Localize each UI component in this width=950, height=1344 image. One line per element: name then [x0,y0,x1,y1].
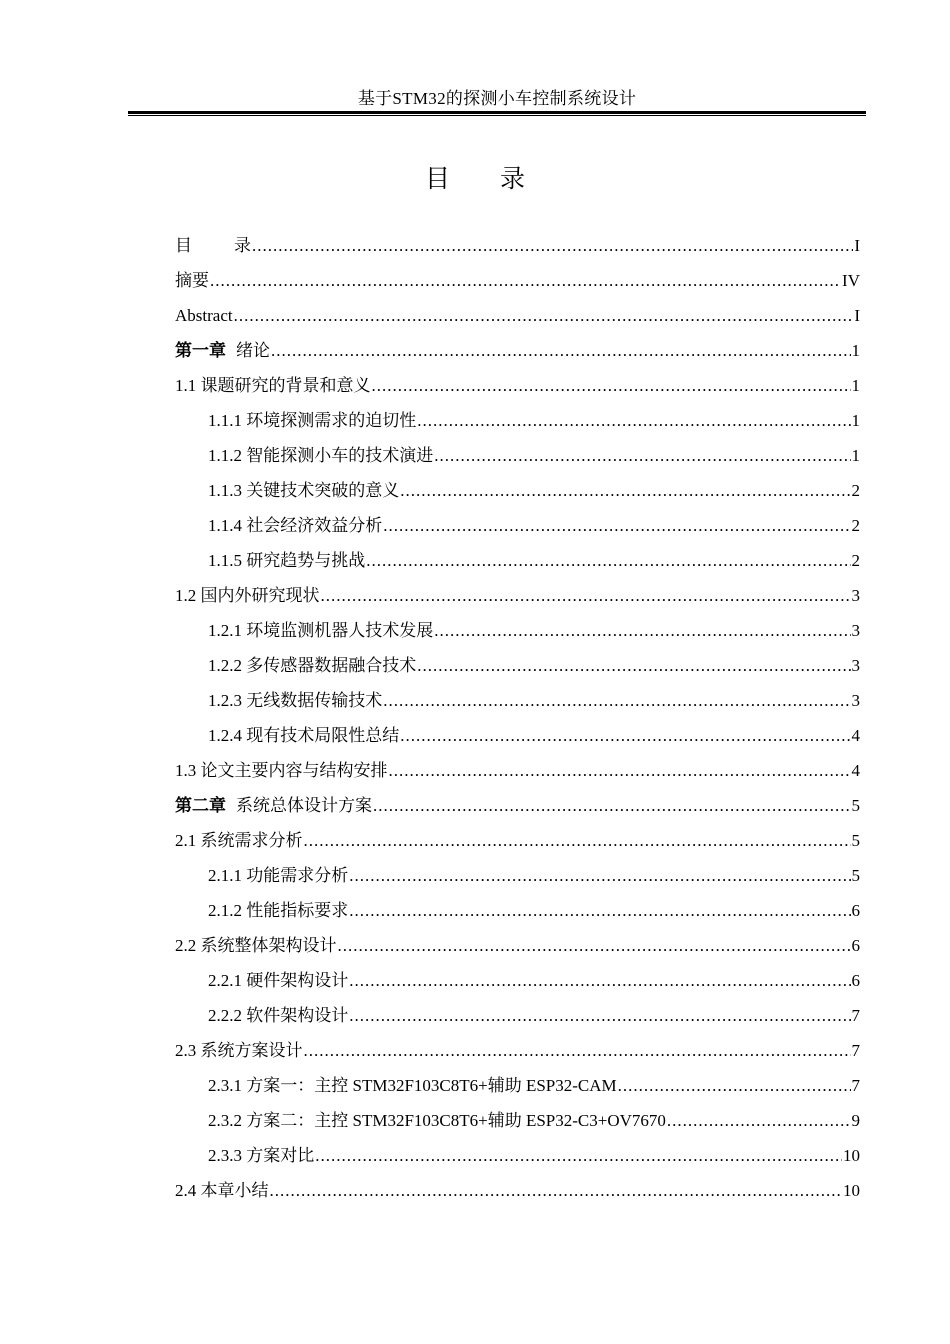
toc-page-number: 9 [851,1111,860,1130]
toc-page-number: 1 [851,411,860,430]
dot-leader [389,753,851,788]
toc-entry-text: 2.1.1 功能需求分析 [208,866,349,885]
dot-leader [252,228,853,263]
toc-page-number: 1 [851,446,860,465]
dot-leader [349,998,850,1033]
toc-page-number: 6 [851,936,860,955]
toc-entry-text: 1.1.2 智能探测小车的技术演进 [208,446,434,465]
toc-entry-text: 摘要 [175,271,209,290]
toc-entry-2-3-1[interactable] [175,1068,860,1103]
dot-leader [366,543,850,578]
toc-entry-text: 1.2.4 现有技术局限性总结 [208,726,400,745]
dot-leader [349,858,850,893]
toc-entry-text: 2.3.1 方案一：主控 STM32F103C8T6+辅助 ESP32-CAM [208,1076,617,1095]
toc-entry-1-3[interactable] [175,753,860,788]
toc-entry-text: 2.3 系统方案设计 [175,1041,303,1060]
toc-page-number: 7 [851,1041,860,1060]
toc-entry-abstract-cn[interactable] [175,263,860,298]
dot-leader [372,368,851,403]
toc-entry-text: 1.2.2 多传感器数据融合技术 [208,656,417,675]
toc-entry-text: 1.1.3 关键技术突破的意义 [208,481,400,500]
dot-leader [304,1033,851,1068]
toc-entry-1-1[interactable] [175,368,860,403]
dot-leader [434,613,850,648]
dot-leader [434,438,850,473]
toc-page-number: 2 [851,551,860,570]
toc-entry-text: 2.1 系统需求分析 [175,831,303,850]
toc-entry-abstract-en[interactable] [175,298,860,333]
dot-leader [373,788,851,823]
toc-page-number: 7 [851,1076,860,1095]
toc-page-number: 10 [843,1181,860,1200]
toc-page-number: 3 [851,691,860,710]
toc-entry-text: 系统总体设计方案 [236,796,372,815]
dot-leader [667,1103,851,1138]
toc-page-number: 5 [851,796,860,815]
toc-entry-1-1-2[interactable] [175,438,860,473]
toc-page-number: 4 [851,761,860,780]
toc-page-number: IV [842,271,860,290]
toc-entry-2-3-3[interactable] [175,1138,860,1173]
dot-leader [417,648,850,683]
dot-leader [349,893,850,928]
toc-page-number: 2 [851,481,860,500]
toc-page-number: 1 [851,341,860,360]
toc-entry-text: 2.2.1 硬件架构设计 [208,971,349,990]
toc-entry-contents[interactable] [175,228,860,263]
dot-leader [270,1173,843,1208]
toc-entry-2-3[interactable] [175,1033,860,1068]
toc-entry-text: 2.3.3 方案对比 [208,1146,315,1165]
header-double-rule [128,111,866,116]
dot-leader [349,963,850,998]
toc-page-number: 3 [851,656,860,675]
toc-entry-text: 2.1.2 性能指标要求 [208,901,349,920]
toc-entry-text-right: 录 [234,236,251,255]
toc-title [0,162,950,196]
toc-entry-text: 1.2 国内外研究现状 [175,586,320,605]
toc-entry-text: 1.1 课题研究的背景和意义 [175,376,371,395]
toc-entry-1-1-1[interactable] [175,403,860,438]
toc-entry-chapter-2[interactable] [175,788,860,823]
toc-page-number: I [854,306,860,325]
toc-entry-text: 绪论 [236,341,270,360]
dot-leader [400,473,850,508]
toc-entry-2-1-2[interactable] [175,893,860,928]
toc-page-number: 6 [851,901,860,920]
dot-leader [338,928,851,963]
toc-entry-1-2[interactable] [175,578,860,613]
toc-entry-1-2-4[interactable] [175,718,860,753]
toc-entry-2-2[interactable] [175,928,860,963]
toc-entry-text: 1.1.4 社会经济效益分析 [208,516,383,535]
dot-leader [271,333,851,368]
toc-page-number: 4 [851,726,860,745]
toc-page-number: 2 [851,516,860,535]
toc-entry-text: 1.1.1 环境探测需求的迫切性 [208,411,417,430]
toc-entry-2-2-1[interactable] [175,963,860,998]
toc-entry-1-1-3[interactable] [175,473,860,508]
dot-leader [210,263,841,298]
dot-leader [618,1068,851,1103]
dot-leader [383,508,850,543]
toc-page-number: 1 [851,376,860,395]
toc-page-number: 3 [851,586,860,605]
toc-entry-1-2-2[interactable] [175,648,860,683]
dot-leader [315,1138,842,1173]
toc-entry-2-3-2[interactable] [175,1103,860,1138]
toc-title-left: 目 [424,164,450,193]
running-header: 基于STM32的探测小车控制系统设计 [357,89,637,108]
toc-entry-2-1-1[interactable] [175,858,860,893]
toc-chapter-number: 第一章 [175,341,226,360]
toc-entry-text: 1.3 论文主要内容与结构安排 [175,761,388,780]
toc-entry-2-4[interactable] [175,1173,860,1208]
toc-page-number: 3 [851,621,860,640]
dot-leader [304,823,851,858]
toc-entry-1-2-1[interactable] [175,613,860,648]
toc-page-number: 6 [851,971,860,990]
toc-entry-text-left: 目 [175,236,192,255]
toc-entry-text: 1.2.3 无线数据传输技术 [208,691,383,710]
toc-page-number: 10 [843,1146,860,1165]
toc-entry-text: 2.2.2 软件架构设计 [208,1006,349,1025]
toc-page-number: 7 [851,1006,860,1025]
toc-entry-text: 1.1.5 研究趋势与挑战 [208,551,366,570]
toc-entry-chapter-1[interactable] [175,333,860,368]
toc-entry-text: 2.2 系统整体架构设计 [175,936,337,955]
toc-entry-1-1-5[interactable] [175,543,860,578]
toc-entry-text: 2.4 本章小结 [175,1181,269,1200]
dot-leader [417,403,850,438]
toc-page-number: 5 [851,866,860,885]
dot-leader [234,298,854,333]
toc-page-number: I [854,236,860,255]
toc-entry-text: 1.2.1 环境监测机器人技术发展 [208,621,434,640]
dot-leader [383,683,850,718]
toc-entry-2-1[interactable] [175,823,860,858]
toc-entry-text: 2.3.2 方案二：主控 STM32F103C8T6+辅助 ESP32-C3+OV7670 [208,1111,666,1130]
dot-leader [321,578,851,613]
toc-title-right: 录 [500,164,526,193]
toc-chapter-number: 第二章 [175,796,226,815]
toc-page-number: 5 [851,831,860,850]
dot-leader [400,718,850,753]
toc-entry-2-2-2[interactable] [175,998,860,1033]
table-of-contents [175,228,860,1208]
toc-entry-text: Abstract [175,306,233,325]
toc-entry-1-1-4[interactable] [175,508,860,543]
toc-entry-1-2-3[interactable] [175,683,860,718]
